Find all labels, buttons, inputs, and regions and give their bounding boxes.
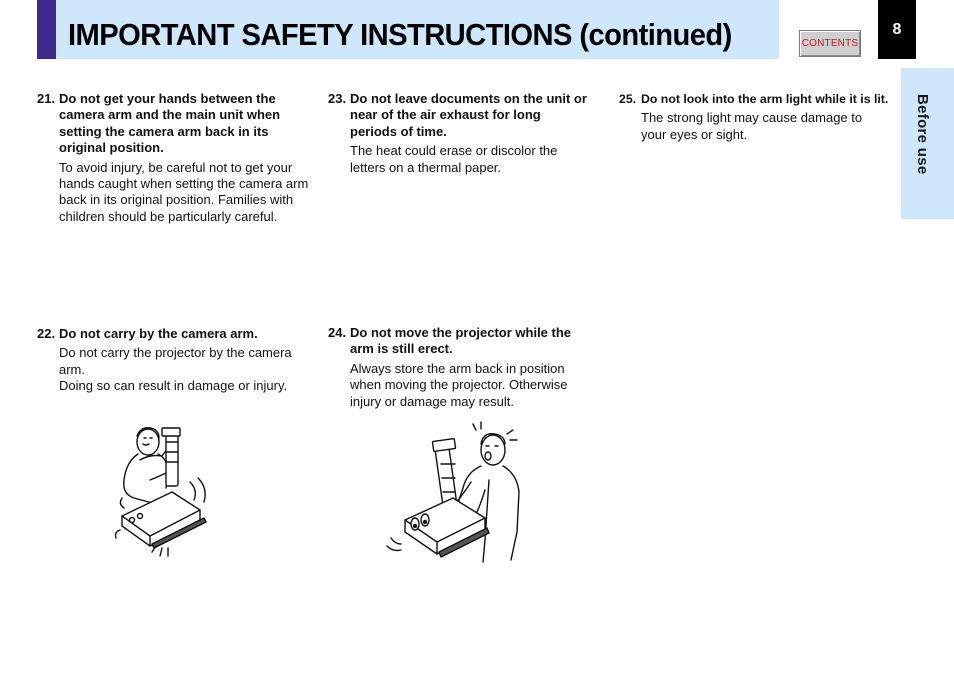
instruction-paragraph: The strong light may cause damage to your eyes or sight.	[641, 110, 863, 142]
instruction-body	[350, 361, 590, 410]
instruction-number: 23.	[328, 91, 347, 106]
instruction-paragraph: Doing so can result in damage or injury.	[59, 378, 288, 394]
instruction-number: 21.	[37, 91, 56, 106]
side-tab-before-use[interactable]	[901, 68, 954, 219]
person-moving-projector-with-erect-arm-illustration	[385, 420, 525, 565]
instruction-heading: Do not look into the arm light while it is lit.	[641, 92, 889, 106]
instruction-title	[37, 326, 309, 342]
instruction-heading: Do not carry by the camera arm.	[59, 326, 258, 341]
page-title: IMPORTANT SAFETY INSTRUCTIONS (continued)	[68, 17, 732, 52]
contents-button[interactable]	[799, 30, 861, 57]
instruction-title	[37, 91, 309, 157]
page-number: 8	[878, 0, 916, 59]
instruction-item-24	[328, 325, 590, 410]
contents-button-label: CONTENTS	[801, 38, 859, 49]
instruction-paragraph: Do not carry the projector by the camera arm.	[59, 345, 292, 377]
instruction-body	[350, 143, 590, 176]
instruction-body	[641, 110, 889, 143]
instruction-number: 24.	[328, 325, 347, 340]
side-tab-label: Before use	[914, 94, 931, 175]
instruction-body	[59, 160, 309, 226]
instruction-heading: Do not move the projector while the arm is still erect.	[350, 325, 572, 357]
instruction-paragraph: To avoid injury, be careful not to get your hands caught when setting the camera arm back in its original position. Families with children should be particularly careful.	[59, 159, 309, 224]
instruction-number: 22.	[37, 326, 56, 341]
instruction-title	[619, 91, 889, 107]
instruction-number: 25.	[619, 92, 637, 106]
instruction-item-25	[619, 91, 889, 143]
instruction-paragraph: The heat could erase or discolor the letters on a thermal paper.	[350, 143, 558, 175]
instruction-title	[328, 91, 590, 140]
instruction-title	[328, 325, 590, 358]
instruction-item-22	[37, 326, 309, 395]
instruction-body	[59, 345, 309, 394]
header-accent-bar	[37, 0, 56, 59]
instruction-item-21	[37, 91, 309, 225]
instruction-heading: Do not get your hands between the camera arm and the main unit when setting the camera arm back in its original position.	[59, 91, 281, 156]
instruction-paragraph: Always store the arm back in position when moving the projector. Otherwise injury or damage may result.	[350, 360, 568, 409]
instruction-item-23	[328, 91, 590, 176]
instruction-heading: Do not leave documents on the unit or near of the air exhaust for long periods of time.	[350, 91, 587, 139]
person-lifting-projector-by-arm-illustration	[110, 420, 220, 560]
